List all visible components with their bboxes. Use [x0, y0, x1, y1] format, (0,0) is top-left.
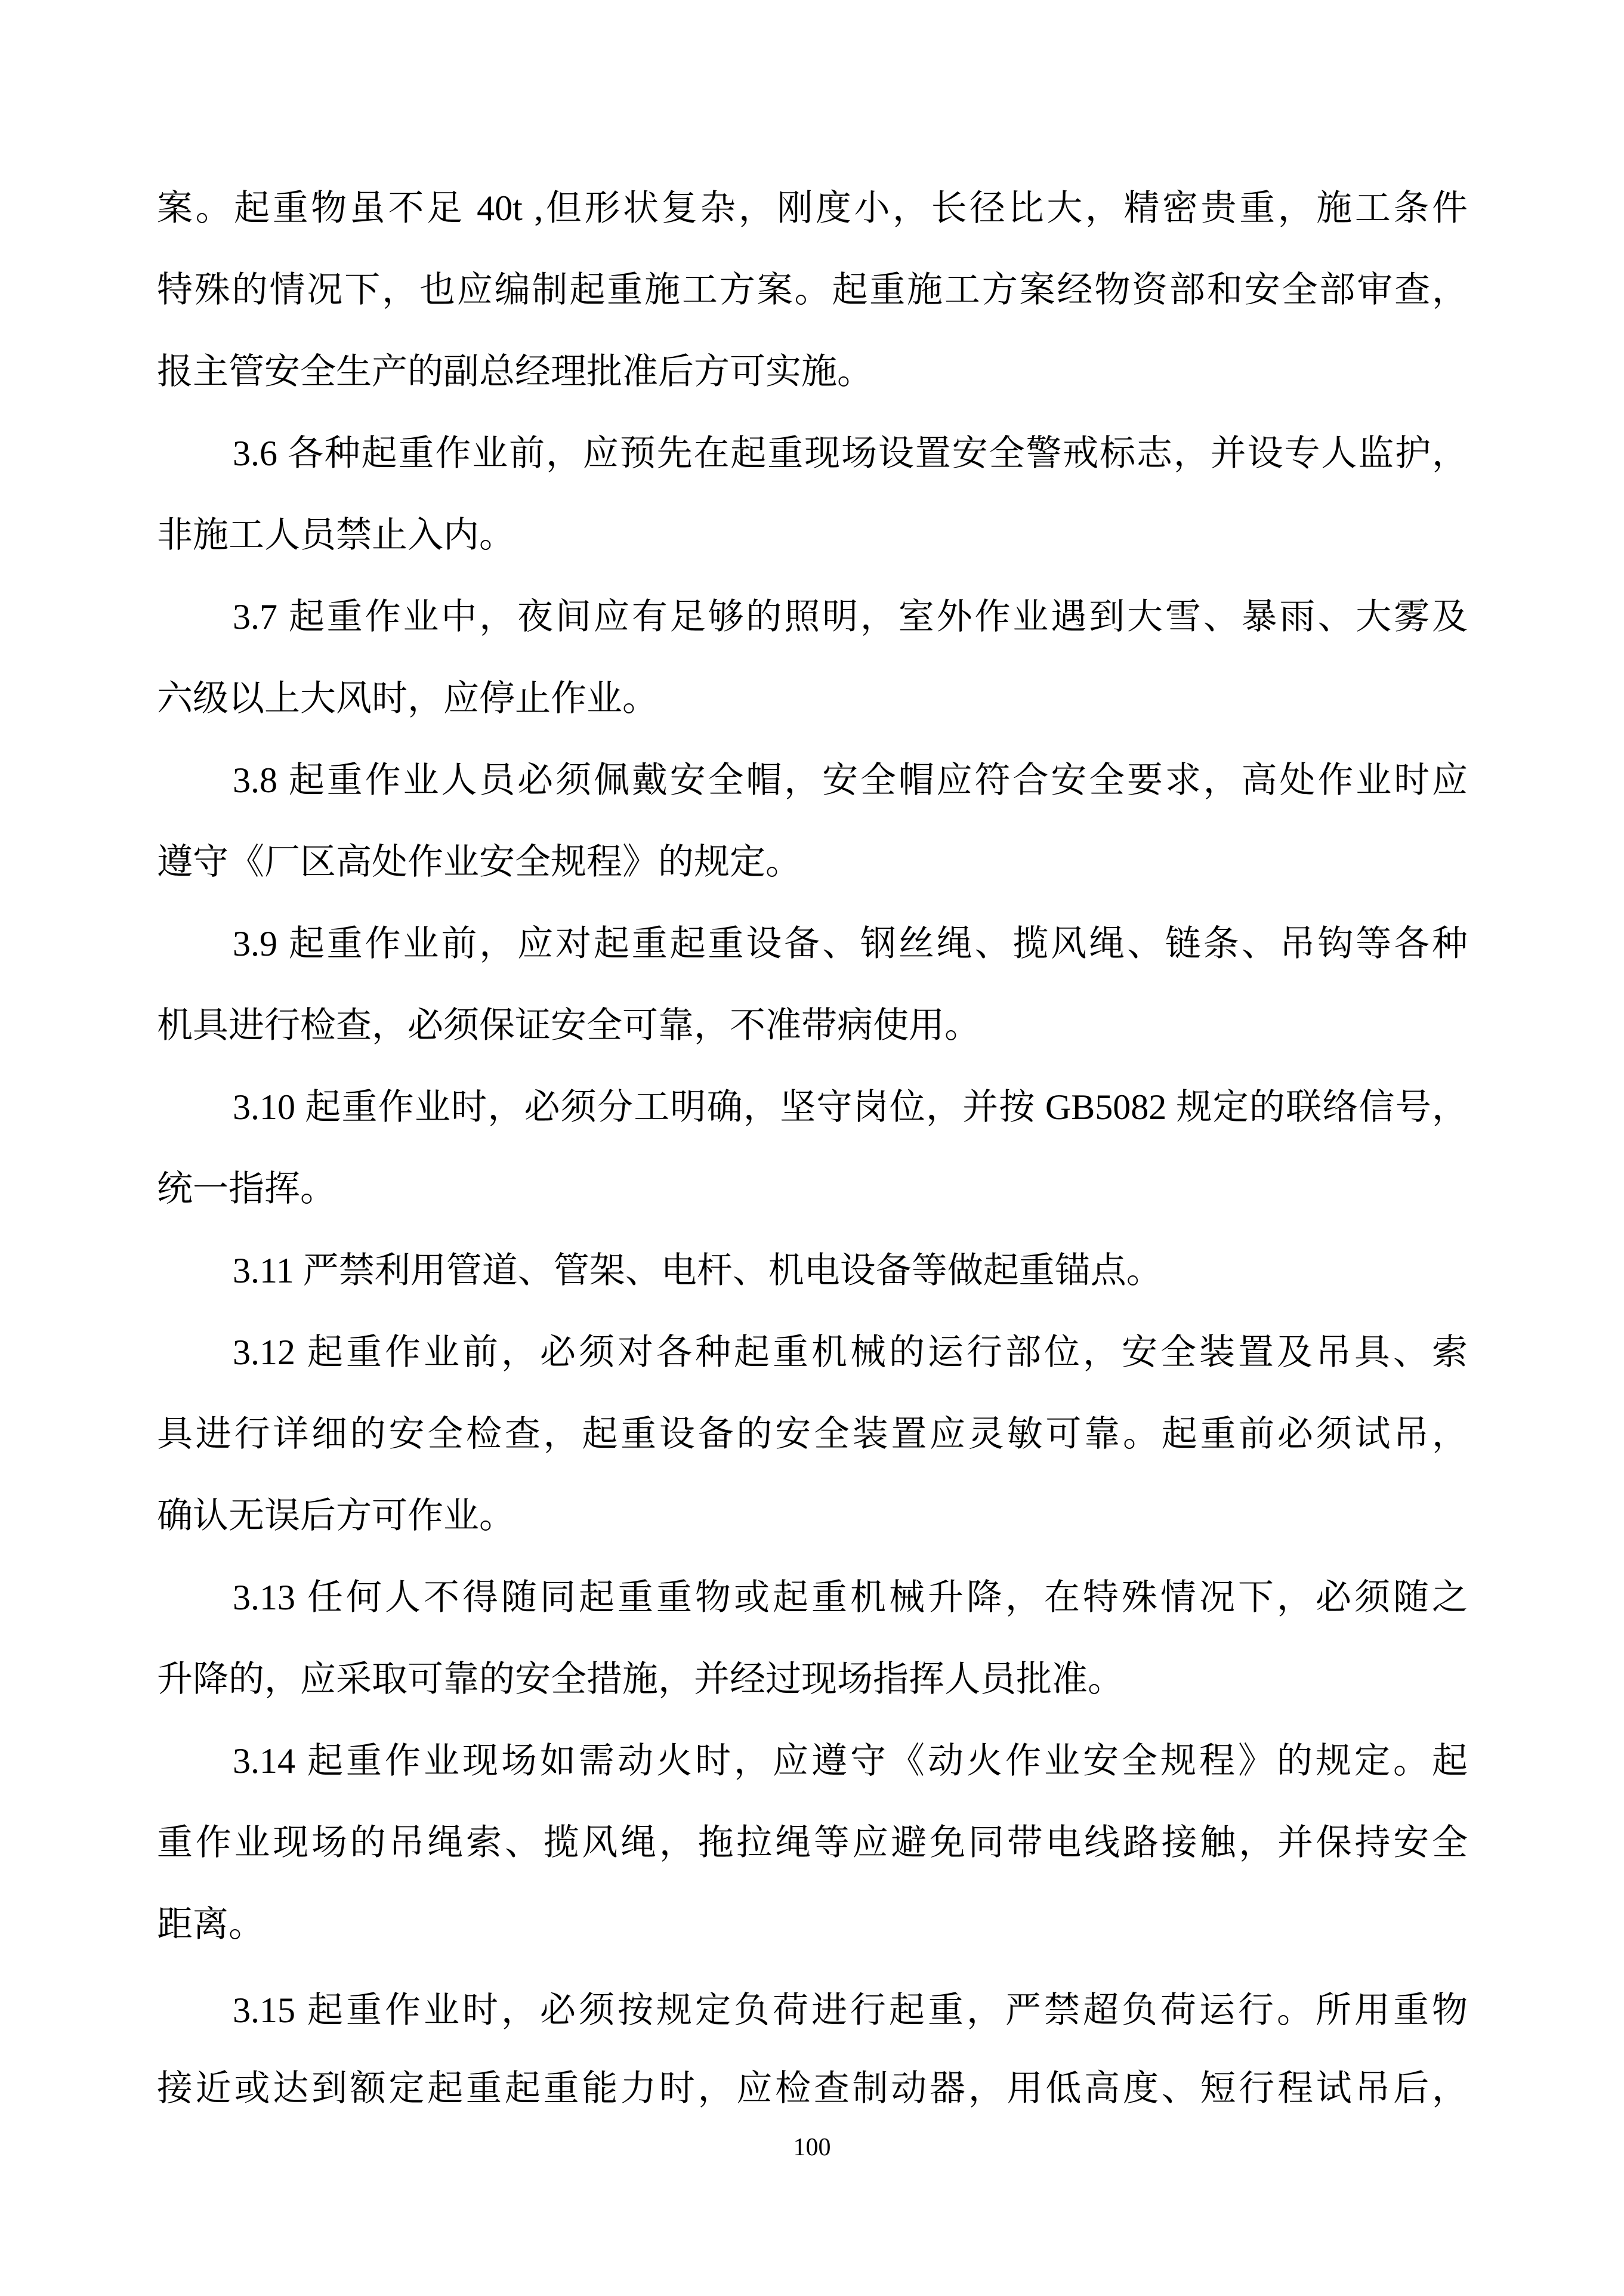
- paragraph-3-14-line-2: 重作业现场的吊绳索、揽风绳，拖拉绳等应避免同带电线路接触，并保持安全: [157, 1823, 1468, 1862]
- paragraph-3-14-line-3: 距离。: [157, 1905, 264, 1944]
- paragraph-3-15-line-1: 3.15 起重作业时，必须按规定负荷进行起重，严禁超负荷运行。所用重物: [233, 1991, 1468, 2030]
- paragraph-3-6-line-2: 非施工人员禁止入内。: [157, 515, 515, 555]
- paragraph-3-8-line-2: 遵守《厂区高处作业安全规程》的规定。: [157, 842, 801, 882]
- paragraph-3-11-line-1: 3.11 严禁利用管道、管架、电杆、机电设备等做起重锚点。: [233, 1251, 1162, 1290]
- paragraph-3-8-line-1: 3.8 起重作业人员必须佩戴安全帽，安全帽应符合安全要求，高处作业时应: [233, 761, 1468, 800]
- paragraph-3-7-line-1: 3.7 起重作业中，夜间应有足够的照明，室外作业遇到大雪、暴雨、大雾及: [233, 597, 1468, 636]
- paragraph-3-12-line-1: 3.12 起重作业前，必须对各种起重机械的运行部位，安全装置及吊具、索: [233, 1333, 1468, 1372]
- paragraph-3-14-line-1: 3.14 起重作业现场如需动火时，应遵守《动火作业安全规程》的规定。起: [233, 1741, 1468, 1781]
- paragraph-3-9-line-1: 3.9 起重作业前，应对起重起重设备、钢丝绳、揽风绳、链条、吊钩等各种: [233, 924, 1468, 963]
- paragraph-3-13-line-2: 升降的，应采取可靠的安全措施，并经过现场指挥人员批准。: [157, 1660, 1123, 1699]
- paragraph-3-9-line-2: 机具进行检查，必须保证安全可靠，不准带病使用。: [157, 1006, 980, 1045]
- paragraph-3-13-line-1: 3.13 任何人不得随同起重重物或起重机械升降，在特殊情况下，必须随之: [233, 1578, 1468, 1617]
- paragraph-3-7-line-2: 六级以上大风时，应停止作业。: [157, 679, 658, 718]
- paragraph-3-10-line-2: 统一指挥。: [157, 1169, 336, 1209]
- page-number: 100: [793, 2134, 831, 2161]
- paragraph-3-5-line-2: 特殊的情况下，也应编制起重施工方案。起重施工方案经物资部和安全部审查，: [157, 270, 1468, 310]
- paragraph-3-5-line-3: 报主管安全生产的副总经理批准后方可实施。: [157, 352, 873, 391]
- paragraph-3-10-line-1: 3.10 起重作业时，必须分工明确，坚守岗位，并按 GB5082 规定的联络信号，: [233, 1087, 1468, 1127]
- paragraph-3-15-line-2: 接近或达到额定起重起重能力时，应检查制动器，用低高度、短行程试吊后，: [157, 2069, 1468, 2108]
- paragraph-3-6-line-1: 3.6 各种起重作业前，应预先在起重现场设置安全警戒标志，并设专人监护，: [233, 434, 1468, 473]
- paragraph-3-5-line-1: 案。起重物虽不足 40t ,但形状复杂，刚度小，长径比大，精密贵重，施工条件: [157, 188, 1468, 228]
- paragraph-3-12-line-3: 确认无误后方可作业。: [157, 1496, 515, 1535]
- paragraph-3-12-line-2: 具进行详细的安全检查，起重设备的安全装置应灵敏可靠。起重前必须试吊，: [157, 1414, 1468, 1454]
